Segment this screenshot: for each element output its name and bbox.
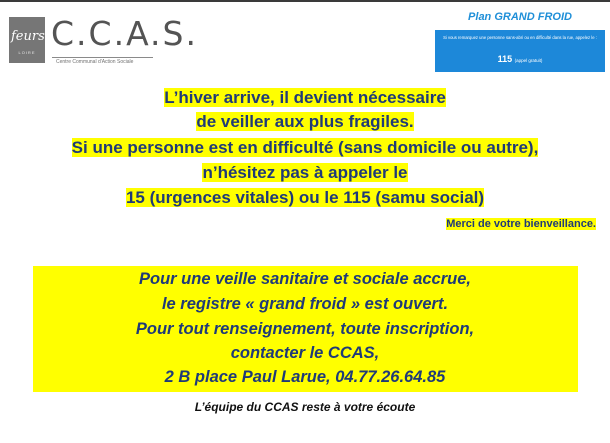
message-line-1-text: L’hiver arrive, il devient nécessaire — [164, 88, 446, 107]
plan-phone-number: 115 — [497, 54, 513, 64]
plan-info-box — [435, 30, 605, 72]
register-line-4: contacter le CCAS, — [230, 344, 380, 362]
top-rule — [0, 0, 610, 2]
message-line-4 — [0, 162, 610, 184]
message-line-2-text: de veiller aux plus fragiles. — [196, 112, 414, 131]
feurs-logo — [9, 17, 45, 63]
register-line-3: Pour tout renseignement, toute inscription, — [135, 320, 475, 338]
message-line-1 — [0, 87, 610, 109]
register-line-2: le registre « grand froid » est ouvert. — [161, 295, 449, 313]
plan-phone — [435, 54, 605, 64]
plan-title: Plan GRAND FROID — [468, 11, 572, 23]
plan-phone-note: (appel gratuit) — [514, 58, 543, 63]
message-line-3-text: Si une personne est en difficulté (sans domicile ou autre), — [71, 138, 539, 157]
logo-city-text: LOIRE — [18, 50, 36, 55]
message-line-2 — [0, 111, 610, 133]
logo-divider — [52, 57, 153, 58]
message-line-5 — [0, 187, 610, 209]
ccas-tagline: Centre Communal d'Action Sociale — [56, 59, 134, 65]
message-line-3 — [0, 137, 610, 159]
message-line-4-text: n’hésitez pas à appeler le — [202, 163, 408, 182]
register-line-5: 2 B place Paul Larue, 04.77.26.64.85 — [164, 368, 446, 386]
thanks-note: Merci de votre bienveillance. — [446, 218, 596, 230]
ccas-wordmark: C.C.A.S. — [51, 14, 198, 53]
footer-text: L’équipe du CCAS reste à votre écoute — [194, 400, 416, 414]
register-line-1: Pour une veille sanitaire et sociale accrue, — [139, 270, 471, 288]
message-line-5-text: 15 (urgences vitales) ou le 115 (samu social) — [125, 188, 485, 207]
logo-script-text: feurs — [11, 29, 45, 44]
plan-info-text: Si vous remarquez une personne sans-abri ou en difficulté dans la rue, appelez le : — [443, 35, 597, 40]
